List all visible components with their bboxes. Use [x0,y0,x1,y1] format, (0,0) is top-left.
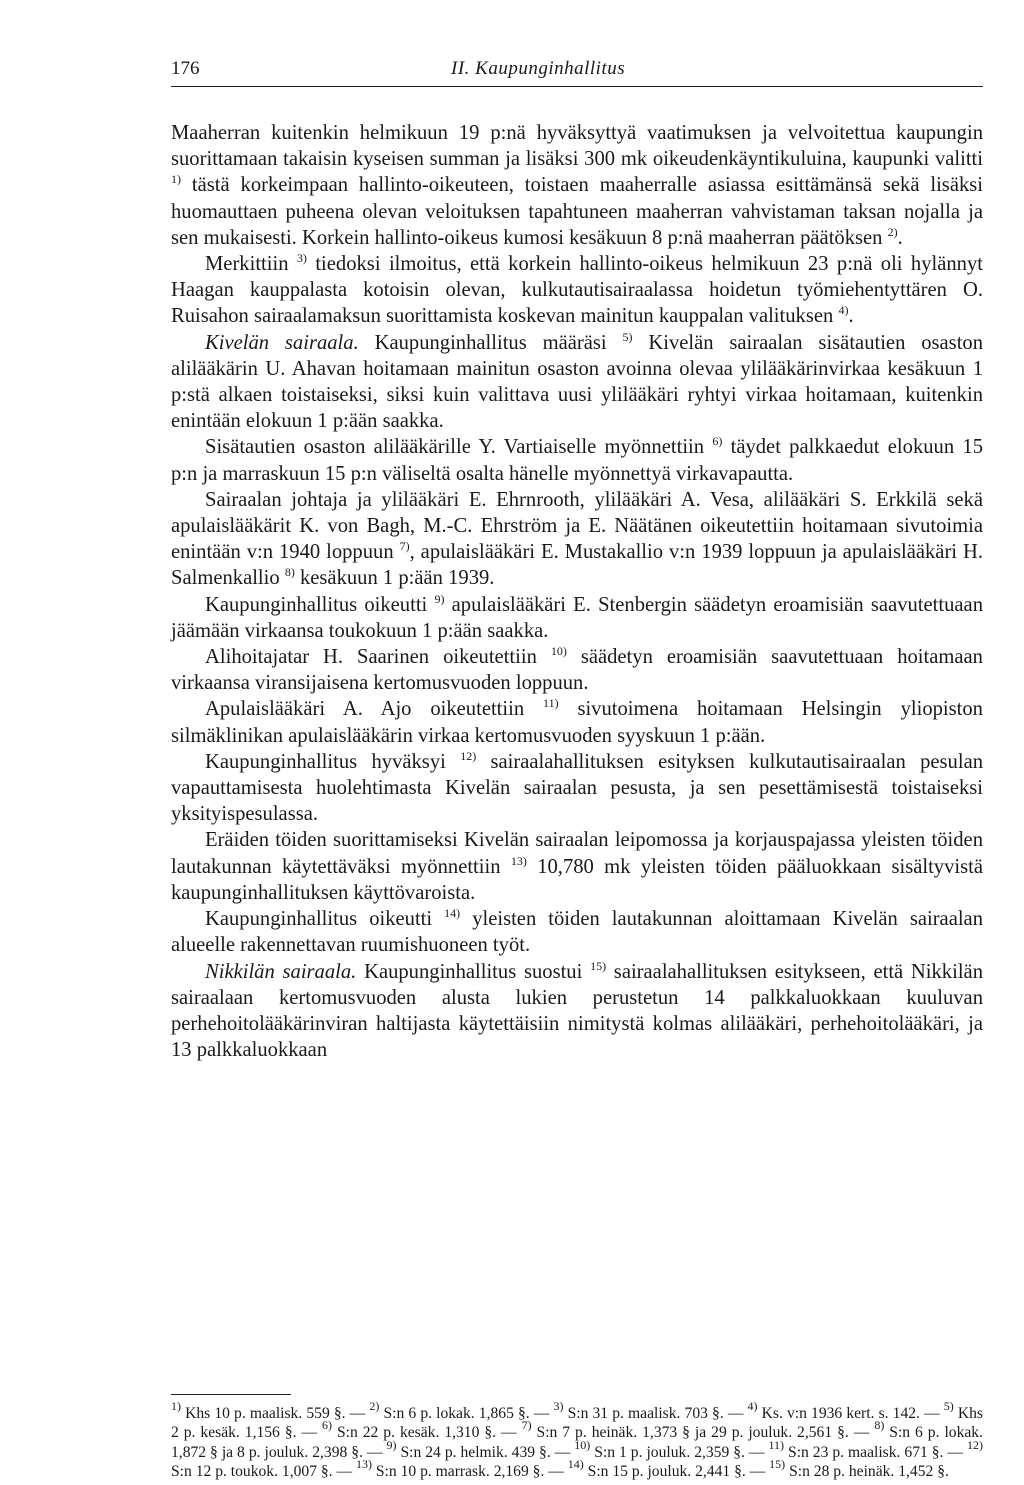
footnote-ref: 1) [171,1399,181,1413]
text-run: S:n 28 p. heinäk. 1,452 §. [785,1462,949,1480]
header-rule [171,86,983,87]
footnote-ref: 5) [943,1399,954,1413]
footnote-ref: 1) [171,172,181,187]
footnote-ref: 12) [460,748,477,763]
text-run: S:n 6 p. lokak. 1,872 § ja 8 p. jouluk. 2,398 §. — [171,1424,984,1461]
paragraph [171,592,983,644]
footnote-separator [171,1394,291,1395]
text-run: Merkittiin [205,253,297,276]
text-run: sairaalahallituksen esitykseen, että Nikkilän sairaalaan kertomusvuoden alusta lukien perustetun 14 palkkaluokkaan kuuluvan perhehoitolääkärinviran haltijasta käytettäisiin nimitystä kolmas alilääkäri, perhehoitolääkäri, ja 13 palkkaluokkaan [171,960,983,1062]
text-run: sivutoimena hoitamaan Helsingin yliopiston silmäklinikan apulaislääkärin virkaa kertomusvuoden syyskuun 1 p:ään. [171,698,983,747]
paragraph [171,644,983,696]
running-title: II. Kaupunginhallitus [451,58,626,79]
running-header [171,58,983,84]
footnote-ref: 7) [521,1418,532,1433]
text-run: S:n 1 p. jouluk. 2,359 §. — [590,1443,769,1461]
footnote-ref: 2) [369,1399,380,1413]
text-run: Khs 2 p. kesäk. 1,156 §. — [171,1405,984,1442]
footnote-ref: 4) [747,1399,758,1413]
text-run: S:n 7 p. heinäk. 1,373 § ja 29 p. jouluk. 2,561 §. — [531,1424,875,1442]
text-run: S:n 31 p. maalisk. 703 §. — [563,1405,748,1422]
paragraph [171,120,983,251]
text-run: Kaupunginhallitus suostui [356,960,591,983]
document-page [171,58,984,1480]
text-run: apulaislääkäri E. Stenbergin säädetyn eroamisiän saavutettuaan jäämään virkaansa toukokuun 1 p:ään saakka. [171,593,983,642]
paragraph [171,434,983,486]
text-run: S:n 23 p. maalisk. 671 §. — [784,1443,968,1461]
body-text [171,120,983,1063]
footnote-ref: 9) [386,1437,397,1452]
text-run: täydet palkkaedut elokuun 15 p:n ja marraskuun 15 p:n väliseltä osalta hänelle myönnettyä virkavapautta. [171,436,983,485]
section-heading: Kivelän sairaala. [205,331,359,354]
footnote-ref: 14) [444,906,461,921]
text-run: sairaalahallituksen esityksen kulkutautisairaalan pesulan vapauttamisesta huolehtimasta Kivelän sairaalan pesusta, ja sen pesettämisestä toistaiseksi yksityispesulassa. [171,750,984,826]
text-run: . [848,305,854,328]
text-run: tästä korkeimpaan hallinto-oikeuteen, toistaen maaherralle asiassa esittämänsä sekä lisäksi huomauttaen puheena olevan veloituksen tapahtuneen maaherran vahvistaman taksan nojalla ja sen mukaisesti. Korkein hallinto-oikeus kumosi kesäkuun 8 p:nä maaherran päätöksen [171,174,983,249]
footnote-ref: 10) [574,1437,591,1452]
text-run: Khs 10 p. maalisk. 559 §. — [181,1405,370,1422]
text-run: Kaupunginhallitus oikeutti [205,593,435,616]
paragraph [171,696,983,748]
footnote-ref: 8) [284,565,295,580]
text-run: Kivelän sairaalan sisätautien osaston alilääkärin U. Ahavan hoitamaan mainitun osaston avoinna olevaa ylilääkärinvirkaa kesäkuun 1 p:stä alkaen toistaiseksi, siksi kuin valittava uusi ylilääkäri ryhtyi virkaa hoitamaan, kuitenkin enintään elokuun 1 p:ään saakka. [171,331,984,433]
paragraph [171,827,983,906]
footnote-ref: 13) [355,1456,372,1471]
text-run: Sisätautien osaston alilääkärille Y. Vartiaiselle myönnettiin [205,436,713,459]
footnote-ref: 13) [510,853,527,868]
text-run: S:n 10 p. marrask. 2,169 §. — [371,1462,568,1480]
text-run: Alihoitajatar H. Saarinen oikeutettiin [205,646,551,669]
footnote-ref: 8) [874,1418,885,1433]
footnote-ref: 4) [838,303,849,318]
footnote-ref: 5) [622,329,633,344]
text-run: Kaupunginhallitus oikeutti [205,908,445,931]
text-run: yleisten töiden lautakunnan aloittamaan Kivelän sairaalan alueelle rakennettavan ruumishuoneen työt. [171,908,983,957]
text-run: S:n 15 p. jouluk. 2,441 §. — [583,1462,770,1480]
paragraph [171,906,983,958]
text-run: säädetyn eroamisiän saavutettuaan hoitamaan virkaansa viransijaisena kertomusvuoden loppuun. [171,646,983,695]
footnote-ref: 15) [769,1456,786,1471]
text-run: S:n 12 p. toukok. 1,007 §. — [171,1462,356,1480]
text-run: S:n 22 p. kesäk. 1,310 §. — [332,1424,522,1442]
paragraph [171,959,983,1064]
footnote-ref: 11) [768,1437,785,1452]
footnote-ref: 12) [967,1437,984,1452]
text-run: kesäkuun 1 p:ään 1939. [294,567,495,590]
footnote-ref: 7) [399,539,410,554]
paragraph [171,749,983,828]
footnote-ref: 6) [712,434,723,449]
page-number: 176 [171,58,200,79]
paragraph [171,487,983,592]
text-run: 10,780 mk yleisten töiden pääluokkaan sisältyvistä kaupunginhallituksen käyttövaroista. [171,855,983,904]
text-run: Ks. v:n 1936 kert. s. 142. — [757,1405,944,1422]
text-run: Eräiden töiden suorittamiseksi Kivelän sairaalan leipomossa ja korjauspajassa yleisten töiden lautakunnan käytettäväksi myönnettiin [171,829,983,878]
footnote-ref: 10) [550,644,567,659]
footnote-ref: 2) [887,224,898,239]
footnote-ref: 14) [567,1456,584,1471]
text-run: Maaherran kuitenkin helmikuun 19 p:nä hyväksyttyä vaatimuksen ja velvoitettua kaupungin suorittamaan takaisin kyseisen summan ja lisäksi 300 mk oikeudenkäyntikuluina, kaupunki valitti [171,122,983,171]
paragraph [171,330,983,435]
footnote-ref: 3) [296,251,307,266]
text-run: S:n 24 p. helmik. 439 §. — [396,1443,575,1461]
footnote-ref: 9) [434,591,445,606]
footnote-ref: 15) [590,958,607,973]
text-run: S:n 6 p. lokak. 1,865 §. — [379,1405,554,1422]
footnotes [171,1399,984,1481]
section-heading: Nikkilän sairaala. [205,960,357,983]
text-run: tiedoksi ilmoitus, että korkein hallinto-oikeus helmikuun 23 p:nä oli hylännyt Haagan kauppalasta kotoisin olevan, kulkutautisairaalassa hoidetun työmiehentyttären O. Ruisahon sairaalamaksun suorittamista koskevan mainitun kauppalan valituksen [171,253,983,328]
text-run: Apulaislääkäri A. Ajo oikeutettiin [205,698,544,721]
text-run: Sairaalan johtaja ja ylilääkäri E. Ehrnrooth, ylilääkäri A. Vesa, alilääkäri S. Erkkilä sekä apulaislääkärit K. von Bagh, M.-C. Ehrström ja E. Näätänen oikeutettiin hoitamaan sivutoimia enintään v:n 1940 loppuun [171,488,983,564]
footnote-ref: 6) [322,1418,333,1433]
text-run: , apulaislääkäri E. Mustakallio v:n 1939 loppuun ja apulaislääkäri H. Salmenkallio [171,541,984,590]
paragraph [171,251,983,330]
footnote-ref: 3) [553,1399,564,1413]
text-run: Kaupunginhallitus määräsi [358,331,623,354]
text-run: Kaupunginhallitus hyväksyi [205,750,461,773]
text-run: . [897,226,903,249]
footnote-ref: 11) [543,696,559,711]
